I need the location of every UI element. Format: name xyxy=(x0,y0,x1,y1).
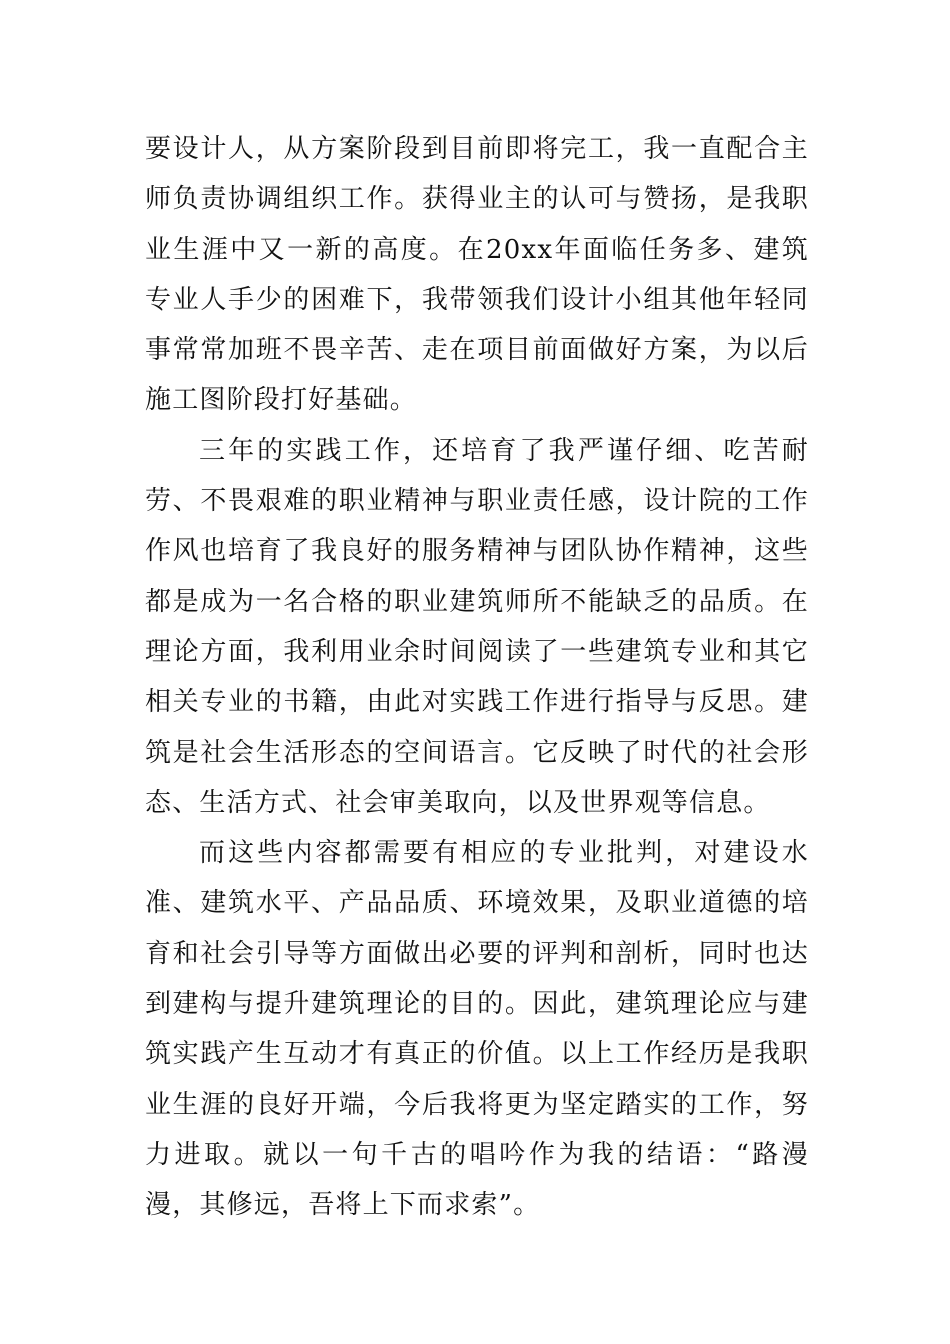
paragraph-continued: 要设计人，从方案阶段到目前即将完工，我一直配合主师负责协调组织工作。获得业主的认可与赞扬，是我职业生涯中又一新的高度。在20xx年面临任务多、建筑专业人手少的困难下，我带领我们设计小组其他年轻同事常常加班不畏辛苦、走在项目前面做好方案，为以后施工图阶段打好基础。 xyxy=(145,134,809,416)
paragraph-practice: 三年的实践工作，还培育了我严谨仔细、吃苦耐劳、不畏艰难的职业精神与职业责任感，设计院的工作作风也培育了我良好的服务精神与团队协作精神，这些都是成为一名合格的职业建筑师所不能缺乏的品质。在理论方面，我利用业余时间阅读了一些建筑专业和其它相关专业的书籍，由此对实践工作进行指导与反思。建筑是社会生活形态的空间语言。它反映了时代的社会形态、生活方式、社会审美取向，以及世界观等信息。 xyxy=(145,435,809,818)
paragraph-conclusion: 而这些内容都需要有相应的专业批判，对建设水准、建筑水平、产品品质、环境效果，及职业道德的培育和社会引导等方面做出必要的评判和剖析，同时也达到建构与提升建筑理论的目的。因此，建筑理论应与建筑实践产生互动才有真正的价值。以上工作经历是我职业生涯的良好开端，今后我将更为坚定踏实的工作，努力进取。就以一句千古的唱吟作为我的结语：“路漫漫，其修远，吾将上下而求索”。 xyxy=(145,838,809,1221)
document-body xyxy=(145,124,809,1231)
